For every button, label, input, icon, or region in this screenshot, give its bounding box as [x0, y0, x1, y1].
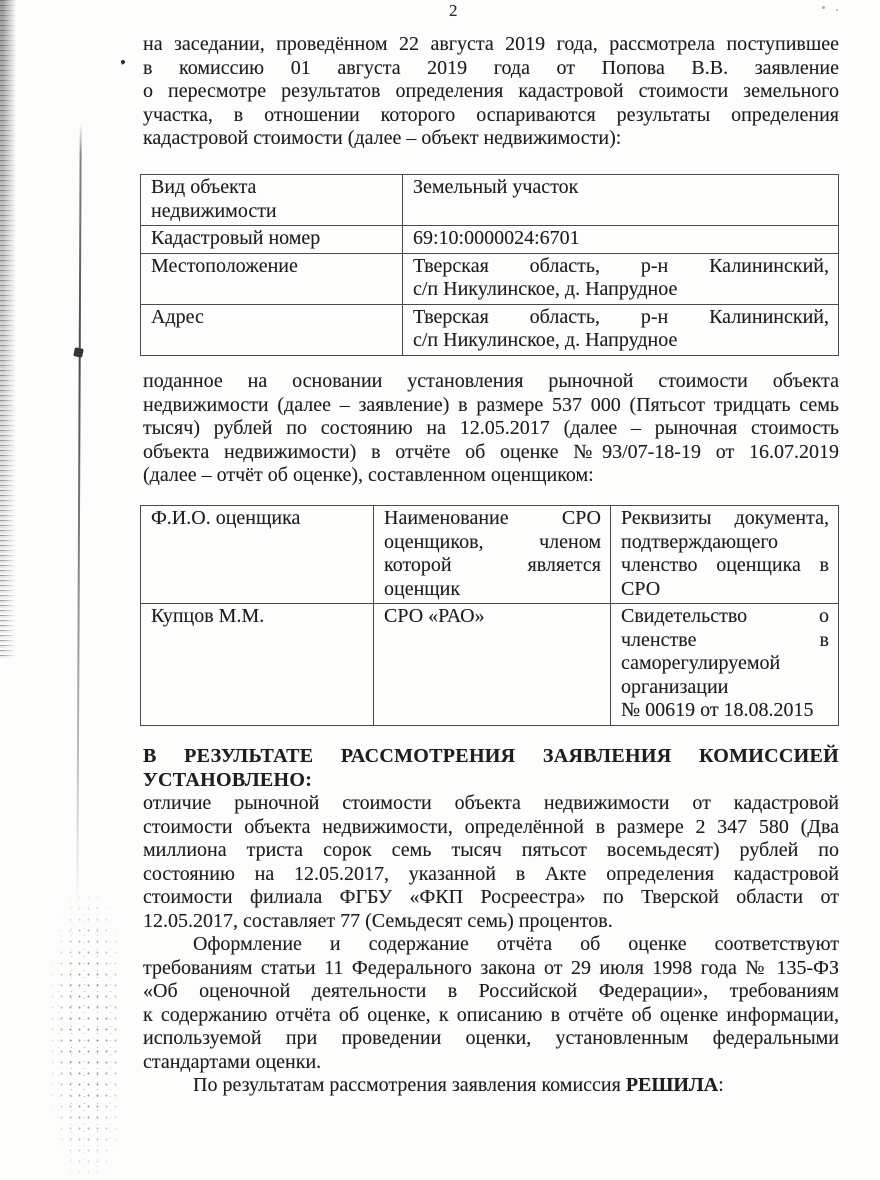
text-line: недвижимости (далее – заявление) в размере 537 000 (Пятьсот тридцать семь — [143, 393, 839, 416]
text-line: поданное на основании установления рыночной стоимости объекта — [143, 370, 839, 392]
property-table — [140, 174, 839, 356]
table-cell-value: Земельный участок — [403, 175, 839, 226]
table-header-cell: Наименование СРО оценщиков, членом которой является оценщик — [374, 506, 611, 604]
text-line: к содержанию отчёта об оценке, к описанию в отчёте об оценке информации, — [143, 1003, 839, 1026]
heading-line: В РЕЗУЛЬТАТЕ РАССМОТРЕНИЯ ЗАЯВЛЕНИЯ КОМИССИЕЙ — [143, 745, 839, 767]
scan-edge-noise — [0, 0, 17, 660]
decision-colon: : — [718, 1074, 724, 1096]
table-cell-value: Тверская область, р-н Калининский, с/п Никулинское, д. Напрудное — [403, 253, 839, 304]
scan-speckles — [48, 892, 120, 1180]
table-row — [141, 175, 839, 226]
table-cell-value: Тверская область, р-н Калининский, с/п Никулинское, д. Напрудное — [403, 304, 839, 355]
table-row — [141, 304, 839, 355]
scan-speck — [822, 6, 825, 9]
text-line: стандартами оценки. — [143, 1050, 322, 1073]
result-heading — [143, 745, 839, 792]
text-line: отличие рыночной стоимости объекта недвижимости от кадастровой — [143, 792, 839, 814]
table-cell-label: Вид объекта недвижимости — [141, 175, 403, 226]
paragraph-decision — [143, 1074, 839, 1098]
table-header-row — [141, 506, 839, 604]
text-line: в комиссию 01 августа 2019 года от Попова В.В. заявление — [143, 56, 839, 79]
table-cell-label: Кадастровый номер — [141, 226, 403, 254]
text-line: Оформление и содержание отчёта об оценке соответствуют — [193, 933, 839, 955]
table-header-cell: Реквизиты документа, подтверждающего членство оценщика в СРО — [611, 506, 839, 604]
text-line: тысяч) рублей по состоянию на 12.05.2017 (далее – рыночная стоимость — [143, 417, 839, 439]
table-header-cell: Ф.И.О. оценщика — [141, 506, 374, 604]
scan-speck — [836, 9, 838, 11]
table-row — [141, 226, 839, 254]
text-line: на заседании, проведённом 22 августа 2019 года, рассмотрела поступившее — [143, 33, 839, 55]
table-cell-value: 69:10:0000024:6701 — [403, 226, 839, 254]
text-line: кадастровой стоимости (далее – объект недвижимости): — [143, 127, 622, 149]
ink-dot — [120, 59, 125, 64]
text-line: «Об оценочной деятельности в Российской Федерации», требованиям — [143, 980, 839, 1002]
decision-text: По результатам рассмотрения заявления комиссия — [193, 1074, 626, 1096]
table-row — [141, 253, 839, 304]
text-line: стоимости филиала ФГБУ «ФКП Росреестра» по Тверской области от — [143, 886, 839, 908]
decision-keyword: РЕШИЛА — [625, 1074, 719, 1096]
text-line: состоянию на 12.05.2017, указанной в Акте определения кадастровой — [143, 862, 839, 885]
paragraph-findings — [143, 792, 839, 933]
paragraph-compliance — [143, 933, 839, 1074]
paragraph-intro — [143, 33, 839, 151]
text-line: требованиям статьи 11 Федерального закона от 29 июля 1998 года № 135-ФЗ — [143, 956, 839, 979]
text-line: о пересмотре результатов определения кадастровой стоимости земельного — [143, 80, 839, 102]
table-row — [141, 604, 839, 726]
table-cell-label: Местоположение — [141, 253, 403, 304]
text-line: участка, в отношении которого оспариваются результаты определения — [143, 103, 839, 126]
table-cell-membership-doc: Свидетельство о членстве в саморегулируемой организации № 00619 от 18.08.2015 — [611, 604, 839, 726]
table-cell-appraiser-name: Купцов М.М. — [141, 604, 374, 726]
heading-line: УСТАНОВЛЕНО: — [143, 768, 313, 791]
text-line: (далее – отчёт об оценке), составленном оценщиком: — [143, 464, 594, 486]
text-line: объекта недвижимости) в отчёте об оценке №93/07-18-19 от 16.07.2019 — [143, 440, 839, 463]
scan-crease-line — [76, 124, 81, 912]
table-cell-label: Адрес — [141, 304, 403, 355]
appraiser-table — [140, 505, 839, 726]
text-line: миллиона триста сорок семь тысяч пятьсот восемьдесят) рублей по — [143, 839, 839, 861]
scan-crease-knot — [73, 347, 84, 358]
text-line: 12.05.2017, составляет 77 (Семьдесят семь) процентов. — [143, 909, 613, 932]
text-line: стоимости объекта недвижимости, определённой в размере 2 347 580 (Два — [143, 815, 839, 838]
paragraph-application — [143, 370, 839, 488]
text-line: используемой при проведении оценки, установленным федеральными — [143, 1027, 839, 1049]
table-cell-sro-name: СРО «РАО» — [374, 604, 611, 726]
page-number: 2 — [449, 1, 458, 20]
